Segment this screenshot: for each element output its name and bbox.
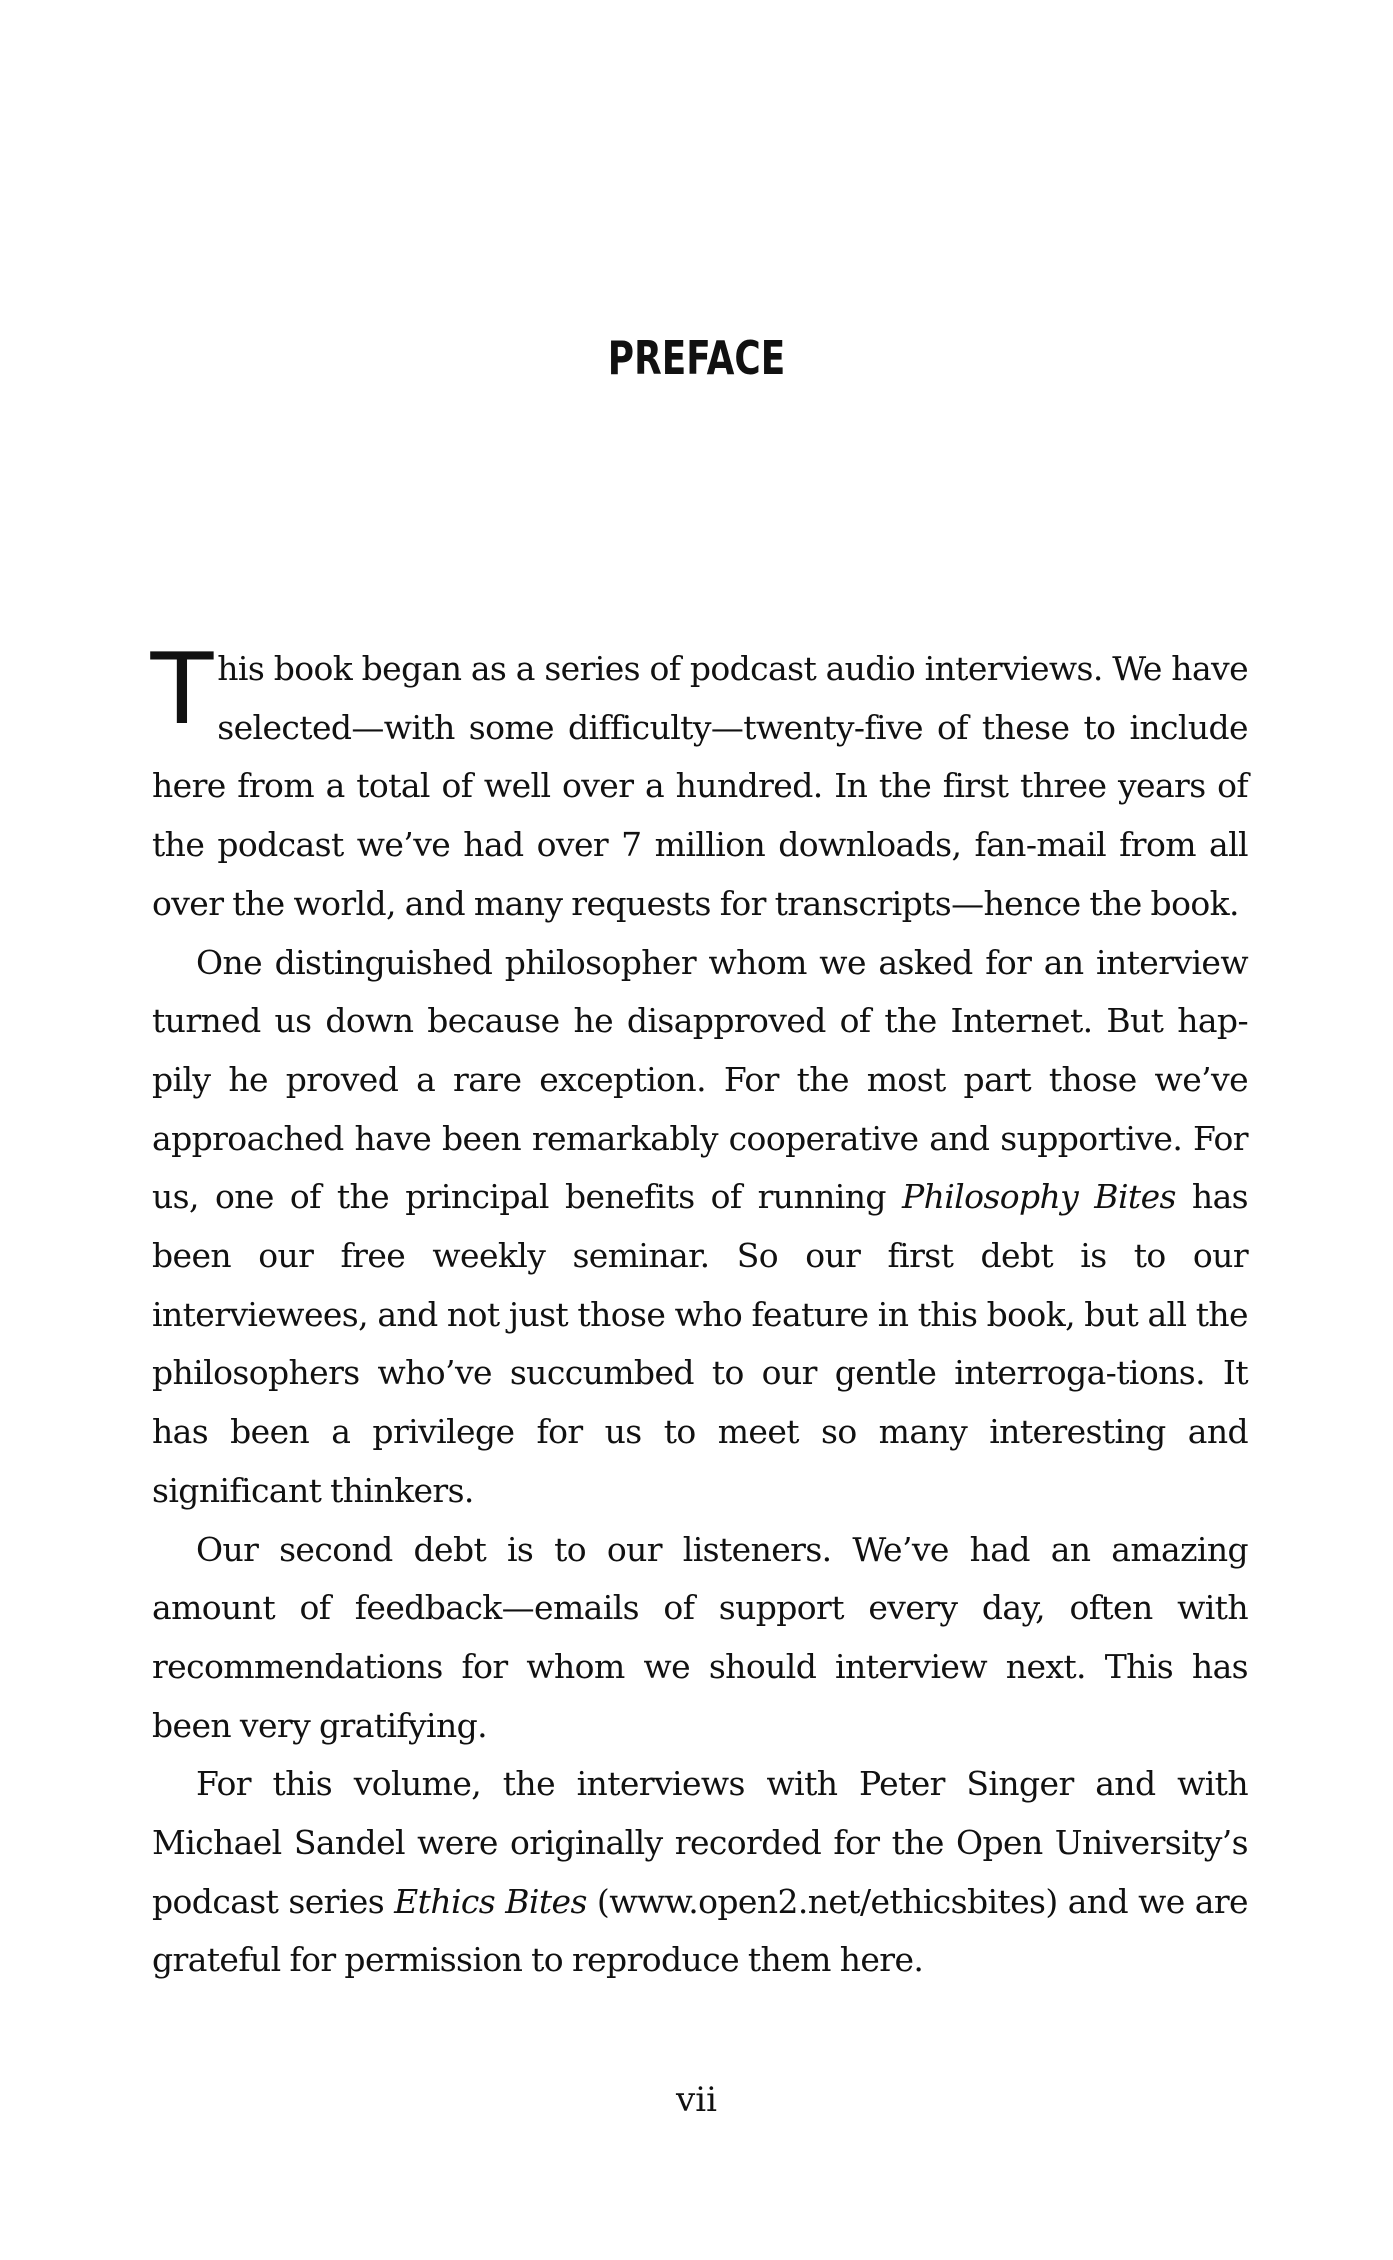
preface-body <box>150 633 1248 1990</box>
paragraph-2-text-before: One distinguished philosopher whom we asked for an interview turned us down because he disapproved of the Internet. But hap-pily he proved a rare exception. For the most part those we’ve approached have been remarkably cooperative and supportive. For us, one of the principal benefits of running <box>152 942 1248 1217</box>
paragraph-4-text-before: For this volume, the interviews with Peter Singer and with Michael Sandel were originally recorded for the Open University’s podcast series <box>152 1764 1248 1921</box>
paragraph-4 <box>152 1755 1248 1990</box>
paragraph-3-text: Our second debt is to our listeners. We’ve had an amazing amount of feedback—emails of support every day, often with recommendations for whom we should interview next. This has been very gratifying. <box>152 1529 1248 1745</box>
book-title-philosophy-bites: Philosophy Bites <box>901 1177 1176 1217</box>
paragraph-1 <box>150 633 1248 934</box>
drop-cap: T <box>150 633 213 747</box>
paragraph-4-text-after: (www.open2.net/ethicsbites) and we are grateful for permission to reproduce them here. <box>152 1881 1248 1980</box>
page-title: PREFACE <box>607 331 786 385</box>
page-number: vii <box>676 2080 717 2120</box>
paragraph-1-text: his book began as a series of podcast audio interviews. We have selected—with some difficulty—twenty-five of these to include here from a total of well over a hundred. In the first three years of the podcast we’ve had over 7 million downloads, fan-mail from all over the world, and many requests for transcripts—hence the book. <box>152 649 1248 923</box>
paragraph-3 <box>152 1521 1248 1756</box>
series-title-ethics-bites: Ethics Bites <box>394 1881 587 1921</box>
paragraph-2-text-after: has been our free weekly seminar. So our first debt is to our interviewees, and not just those who feature in this book, but all the philosophers who’ve succumbed to our gentle interroga-tions. It has been a privilege for us to meet so many interesting and significant thinkers. <box>152 1177 1248 1510</box>
paragraph-2 <box>152 934 1248 1521</box>
